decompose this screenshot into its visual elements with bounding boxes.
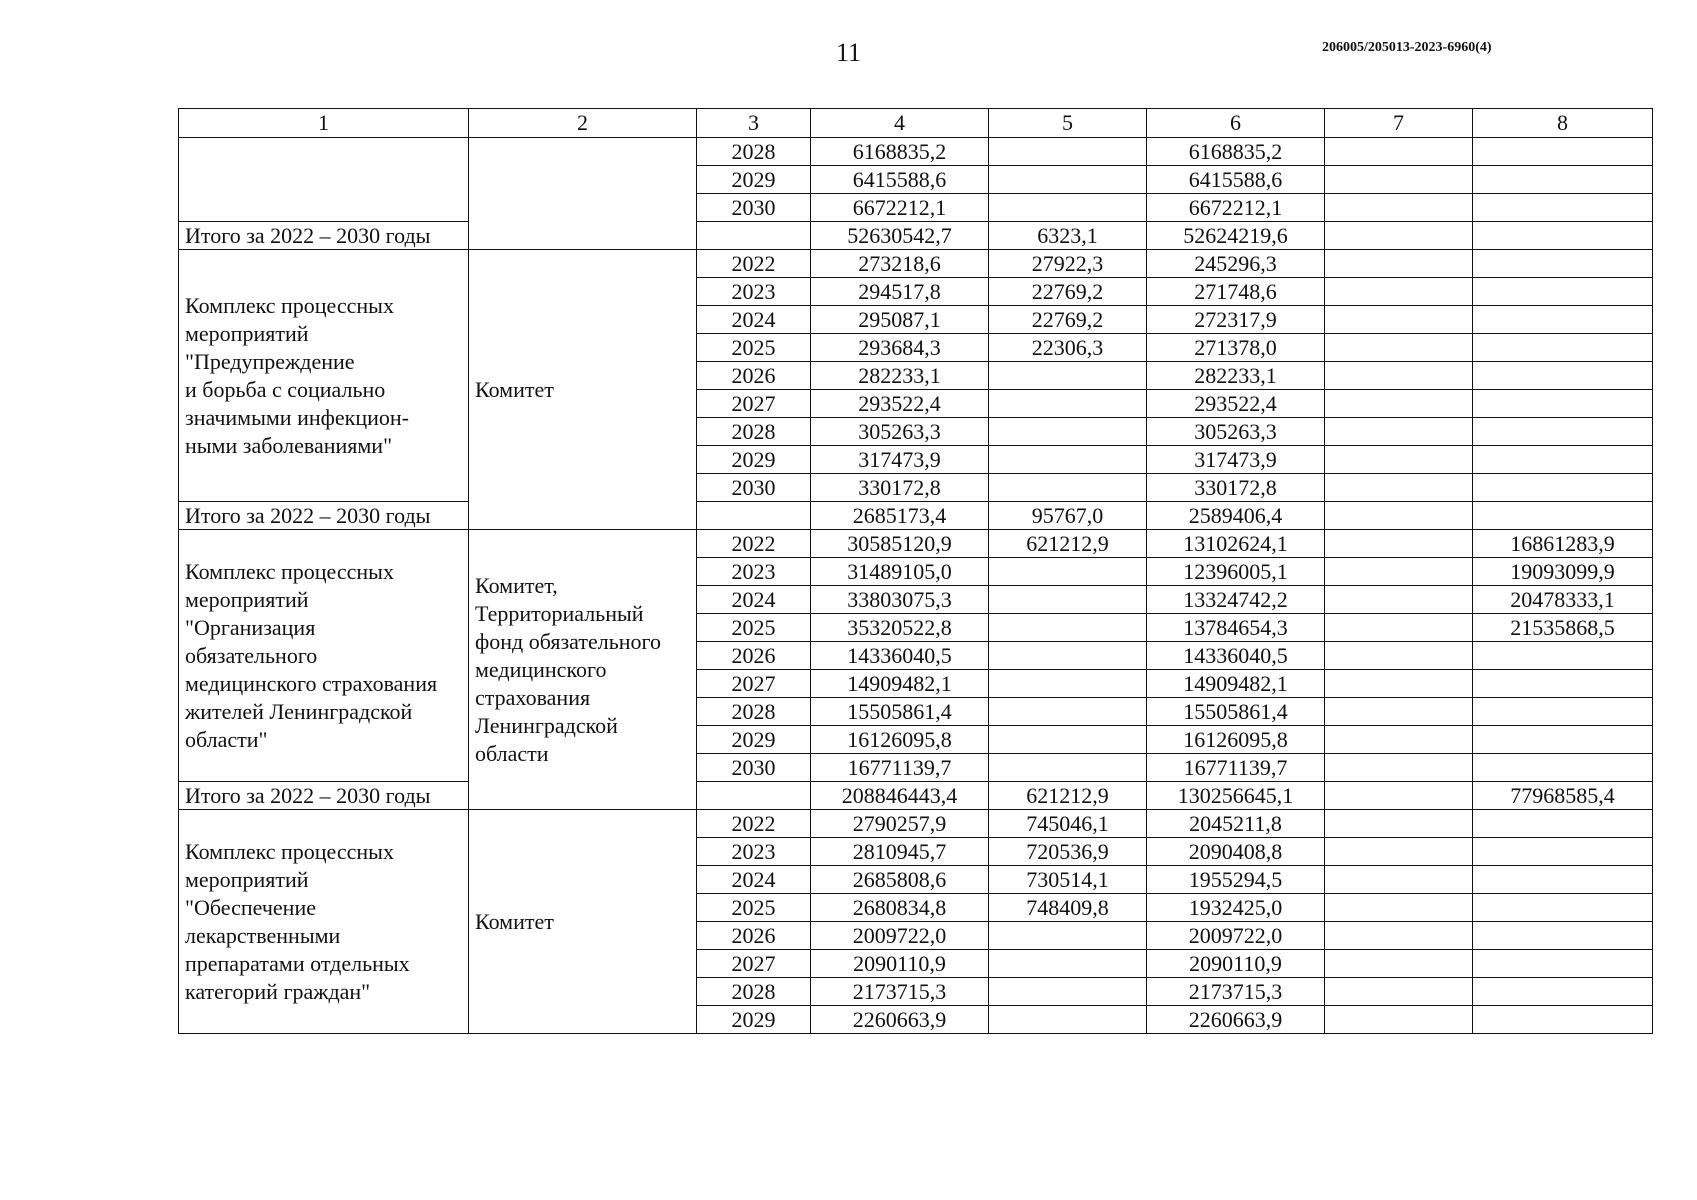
value-cell-c4: 14336040,5 <box>811 642 989 670</box>
year-cell: 2024 <box>697 306 811 334</box>
program-title-cell-line: мероприятий <box>185 320 309 346</box>
value-cell-c7 <box>1325 614 1473 642</box>
value-cell-c8: 16861283,9 <box>1473 530 1653 558</box>
table-row <box>179 250 1653 278</box>
value-cell-c4: 15505861,4 <box>811 698 989 726</box>
value-cell-c8 <box>1473 278 1653 306</box>
year-cell: 2025 <box>697 334 811 362</box>
value-cell-c8 <box>1473 502 1653 530</box>
value-cell-c4: 2260663,9 <box>811 1006 989 1034</box>
value-cell-c7 <box>1325 698 1473 726</box>
value-cell-c7 <box>1325 418 1473 446</box>
value-cell-c6: 2045211,8 <box>1147 810 1325 838</box>
value-cell-c5 <box>989 754 1147 782</box>
value-cell-c4: 282233,1 <box>811 362 989 390</box>
value-cell-c6: 13102624,1 <box>1147 530 1325 558</box>
value-cell-c5 <box>989 390 1147 418</box>
value-cell-c7 <box>1325 782 1473 810</box>
value-cell-c5 <box>989 446 1147 474</box>
value-cell-c8 <box>1473 334 1653 362</box>
value-cell-c8 <box>1473 1006 1653 1034</box>
total-label: Итого за 2022 – 2030 годы <box>179 222 469 250</box>
value-cell-c7 <box>1325 530 1473 558</box>
value-cell-c6: 330172,8 <box>1147 474 1325 502</box>
value-cell-c7 <box>1325 334 1473 362</box>
value-cell-c6: 52624219,6 <box>1147 222 1325 250</box>
total-row <box>179 782 1653 810</box>
year-cell: 2024 <box>697 866 811 894</box>
year-cell: 2029 <box>697 446 811 474</box>
year-cell: 2022 <box>697 530 811 558</box>
value-cell-c6: 271748,6 <box>1147 278 1325 306</box>
value-cell-c5 <box>989 922 1147 950</box>
year-cell-empty <box>697 222 811 250</box>
value-cell-c6: 1955294,5 <box>1147 866 1325 894</box>
value-cell-c8 <box>1473 390 1653 418</box>
year-cell: 2023 <box>697 558 811 586</box>
executor-cell <box>469 530 697 810</box>
executor-cell-line: Комитет <box>475 376 554 402</box>
value-cell-c4: 16126095,8 <box>811 726 989 754</box>
program-title-cell <box>179 530 469 782</box>
continuation-title-cell <box>179 138 469 222</box>
year-cell: 2026 <box>697 362 811 390</box>
value-cell-c4: 6415588,6 <box>811 166 989 194</box>
value-cell-c5 <box>989 950 1147 978</box>
total-row <box>179 222 1653 250</box>
value-cell-c5 <box>989 558 1147 586</box>
value-cell-c7 <box>1325 250 1473 278</box>
value-cell-c8 <box>1473 166 1653 194</box>
value-cell-c8 <box>1473 194 1653 222</box>
value-cell-c4: 295087,1 <box>811 306 989 334</box>
value-cell-c4: 208846443,4 <box>811 782 989 810</box>
value-cell-c5: 730514,1 <box>989 866 1147 894</box>
table-body <box>179 138 1653 1034</box>
value-cell-c7 <box>1325 502 1473 530</box>
value-cell-c4: 330172,8 <box>811 474 989 502</box>
value-cell-c5: 748409,8 <box>989 894 1147 922</box>
executor-cell-line: Ленинградской <box>475 712 618 738</box>
value-cell-c8: 19093099,9 <box>1473 558 1653 586</box>
value-cell-c6: 2090408,8 <box>1147 838 1325 866</box>
executor-cell-line: Территориальный <box>475 600 644 626</box>
value-cell-c5: 95767,0 <box>989 502 1147 530</box>
value-cell-c4: 293684,3 <box>811 334 989 362</box>
value-cell-c4: 2680834,8 <box>811 894 989 922</box>
program-title-cell-line: и борьба с социально <box>185 376 386 402</box>
program-title-cell <box>179 250 469 502</box>
program-title-cell-line: обязательного <box>185 642 318 668</box>
program-title-cell-line: лекарственными <box>185 922 341 948</box>
value-cell-c7 <box>1325 558 1473 586</box>
value-cell-c6: 14336040,5 <box>1147 642 1325 670</box>
value-cell-c8: 21535868,5 <box>1473 614 1653 642</box>
total-label: Итого за 2022 – 2030 годы <box>179 502 469 530</box>
value-cell-c5 <box>989 670 1147 698</box>
value-cell-c4: 2685808,6 <box>811 866 989 894</box>
value-cell-c5 <box>989 1006 1147 1034</box>
value-cell-c5 <box>989 586 1147 614</box>
value-cell-c6: 2090110,9 <box>1147 950 1325 978</box>
value-cell-c6: 272317,9 <box>1147 306 1325 334</box>
value-cell-c4: 294517,8 <box>811 278 989 306</box>
value-cell-c5 <box>989 726 1147 754</box>
header-col-6: 6 <box>1147 109 1325 138</box>
year-cell: 2022 <box>697 250 811 278</box>
total-label: Итого за 2022 – 2030 годы <box>179 782 469 810</box>
value-cell-c7 <box>1325 866 1473 894</box>
value-cell-c4: 6168835,2 <box>811 138 989 166</box>
value-cell-c7 <box>1325 362 1473 390</box>
table-row <box>179 138 1653 166</box>
value-cell-c7 <box>1325 894 1473 922</box>
value-cell-c7 <box>1325 978 1473 1006</box>
value-cell-c6: 16771139,7 <box>1147 754 1325 782</box>
program-title-cell-line: категорий граждан" <box>185 978 371 1004</box>
program-title-cell-line: "Обеспечение <box>185 894 316 920</box>
value-cell-c7 <box>1325 222 1473 250</box>
value-cell-c8: 20478333,1 <box>1473 586 1653 614</box>
year-cell: 2029 <box>697 1006 811 1034</box>
value-cell-c5: 621212,9 <box>989 782 1147 810</box>
value-cell-c5 <box>989 642 1147 670</box>
value-cell-c4: 52630542,7 <box>811 222 989 250</box>
value-cell-c8 <box>1473 866 1653 894</box>
value-cell-c6: 130256645,1 <box>1147 782 1325 810</box>
value-cell-c8 <box>1473 810 1653 838</box>
year-cell: 2023 <box>697 278 811 306</box>
year-cell: 2026 <box>697 642 811 670</box>
value-cell-c4: 2173715,3 <box>811 978 989 1006</box>
page-number: 11 <box>835 38 862 67</box>
value-cell-c5 <box>989 614 1147 642</box>
value-cell-c7 <box>1325 950 1473 978</box>
year-cell: 2025 <box>697 894 811 922</box>
executor-cell <box>469 250 697 530</box>
value-cell-c4: 31489105,0 <box>811 558 989 586</box>
value-cell-c5 <box>989 978 1147 1006</box>
value-cell-c8 <box>1473 222 1653 250</box>
value-cell-c4: 305263,3 <box>811 418 989 446</box>
value-cell-c8 <box>1473 474 1653 502</box>
value-cell-c4: 14909482,1 <box>811 670 989 698</box>
value-cell-c6: 317473,9 <box>1147 446 1325 474</box>
value-cell-c7 <box>1325 838 1473 866</box>
value-cell-c7 <box>1325 922 1473 950</box>
value-cell-c5: 27922,3 <box>989 250 1147 278</box>
program-title-cell-line: Комплекс процессных <box>185 292 394 318</box>
value-cell-c5: 621212,9 <box>989 530 1147 558</box>
executor-cell-line: страхования <box>475 684 591 710</box>
value-cell-c7 <box>1325 474 1473 502</box>
program-title-cell-line: области" <box>185 726 268 752</box>
document-code: 206005/205013-2023-6960(4) <box>1322 40 1492 55</box>
year-cell: 2028 <box>697 978 811 1006</box>
value-cell-c6: 6168835,2 <box>1147 138 1325 166</box>
value-cell-c4: 273218,6 <box>811 250 989 278</box>
value-cell-c5: 745046,1 <box>989 810 1147 838</box>
header-col-8: 8 <box>1473 109 1653 138</box>
value-cell-c4: 30585120,9 <box>811 530 989 558</box>
header-col-1: 1 <box>179 109 469 138</box>
value-cell-c8 <box>1473 978 1653 1006</box>
executor-cell-line: медицинского <box>475 656 607 682</box>
value-cell-c5 <box>989 194 1147 222</box>
value-cell-c5 <box>989 474 1147 502</box>
value-cell-c4: 35320522,8 <box>811 614 989 642</box>
value-cell-c4: 16771139,7 <box>811 754 989 782</box>
executor-cell-line: Комитет, <box>475 572 558 598</box>
value-cell-c5: 22769,2 <box>989 306 1147 334</box>
value-cell-c7 <box>1325 726 1473 754</box>
value-cell-c4: 293522,4 <box>811 390 989 418</box>
value-cell-c4: 2790257,9 <box>811 810 989 838</box>
year-cell: 2027 <box>697 950 811 978</box>
value-cell-c6: 282233,1 <box>1147 362 1325 390</box>
value-cell-c7 <box>1325 1006 1473 1034</box>
executor-cell-line: Комитет <box>475 908 554 934</box>
header-row <box>179 109 1653 138</box>
year-cell: 2030 <box>697 474 811 502</box>
program-title-cell-line: Комплекс процессных <box>185 838 394 864</box>
value-cell-c6: 2589406,4 <box>1147 502 1325 530</box>
value-cell-c5: 22769,2 <box>989 278 1147 306</box>
executor-cell <box>469 810 697 1034</box>
value-cell-c8 <box>1473 446 1653 474</box>
year-cell-empty <box>697 782 811 810</box>
program-title-cell-line: значимыми инфекцион- <box>185 404 409 430</box>
program-title-cell-line: Комплекс процессных <box>185 558 394 584</box>
program-title-cell-line: жителей Ленинградской <box>185 698 413 724</box>
value-cell-c6: 6672212,1 <box>1147 194 1325 222</box>
value-cell-c8 <box>1473 642 1653 670</box>
program-title-cell-line: мероприятий <box>185 866 309 892</box>
value-cell-c6: 13324742,2 <box>1147 586 1325 614</box>
value-cell-c7 <box>1325 306 1473 334</box>
value-cell-c7 <box>1325 586 1473 614</box>
value-cell-c8 <box>1473 894 1653 922</box>
value-cell-c5 <box>989 138 1147 166</box>
value-cell-c5: 22306,3 <box>989 334 1147 362</box>
value-cell-c8 <box>1473 138 1653 166</box>
value-cell-c4: 2090110,9 <box>811 950 989 978</box>
value-cell-c6: 13784654,3 <box>1147 614 1325 642</box>
year-cell: 2029 <box>697 726 811 754</box>
value-cell-c8 <box>1473 250 1653 278</box>
value-cell-c8 <box>1473 418 1653 446</box>
value-cell-c7 <box>1325 390 1473 418</box>
value-cell-c6: 2260663,9 <box>1147 1006 1325 1034</box>
value-cell-c7 <box>1325 754 1473 782</box>
value-cell-c8: 77968585,4 <box>1473 782 1653 810</box>
year-cell: 2024 <box>697 586 811 614</box>
value-cell-c6: 16126095,8 <box>1147 726 1325 754</box>
year-cell: 2022 <box>697 810 811 838</box>
total-row <box>179 502 1653 530</box>
header-col-7: 7 <box>1325 109 1473 138</box>
header-col-4: 4 <box>811 109 989 138</box>
value-cell-c7 <box>1325 642 1473 670</box>
value-cell-c6: 15505861,4 <box>1147 698 1325 726</box>
value-cell-c7 <box>1325 810 1473 838</box>
value-cell-c8 <box>1473 754 1653 782</box>
value-cell-c8 <box>1473 698 1653 726</box>
program-title-cell-line: "Предупреждение <box>185 348 355 374</box>
year-cell: 2028 <box>697 698 811 726</box>
year-cell: 2028 <box>697 418 811 446</box>
header-col-3: 3 <box>697 109 811 138</box>
value-cell-c5 <box>989 418 1147 446</box>
value-cell-c8 <box>1473 726 1653 754</box>
value-cell-c6: 245296,3 <box>1147 250 1325 278</box>
value-cell-c5 <box>989 698 1147 726</box>
program-title-cell-line: медицинского страхования <box>185 670 438 696</box>
year-cell: 2028 <box>697 138 811 166</box>
value-cell-c5: 6323,1 <box>989 222 1147 250</box>
executor-cell-line: фонд обязательного <box>475 628 662 654</box>
program-title-cell-line: препаратами отдельных <box>185 950 410 976</box>
value-cell-c7 <box>1325 278 1473 306</box>
financing-table <box>178 108 1653 1034</box>
value-cell-c5 <box>989 362 1147 390</box>
value-cell-c6: 6415588,6 <box>1147 166 1325 194</box>
year-cell: 2029 <box>697 166 811 194</box>
value-cell-c7 <box>1325 138 1473 166</box>
value-cell-c8 <box>1473 362 1653 390</box>
value-cell-c6: 1932425,0 <box>1147 894 1325 922</box>
value-cell-c6: 14909482,1 <box>1147 670 1325 698</box>
value-cell-c4: 2009722,0 <box>811 922 989 950</box>
header-col-2: 2 <box>469 109 697 138</box>
value-cell-c6: 12396005,1 <box>1147 558 1325 586</box>
value-cell-c5: 720536,9 <box>989 838 1147 866</box>
value-cell-c4: 317473,9 <box>811 446 989 474</box>
value-cell-c6: 2173715,3 <box>1147 978 1325 1006</box>
value-cell-c7 <box>1325 166 1473 194</box>
value-cell-c6: 2009722,0 <box>1147 922 1325 950</box>
value-cell-c8 <box>1473 950 1653 978</box>
year-cell: 2030 <box>697 754 811 782</box>
value-cell-c6: 293522,4 <box>1147 390 1325 418</box>
value-cell-c4: 2810945,7 <box>811 838 989 866</box>
table-row <box>179 530 1653 558</box>
value-cell-c4: 6672212,1 <box>811 194 989 222</box>
value-cell-c4: 33803075,3 <box>811 586 989 614</box>
value-cell-c8 <box>1473 670 1653 698</box>
program-title-cell-line: мероприятий <box>185 586 309 612</box>
value-cell-c8 <box>1473 838 1653 866</box>
value-cell-c7 <box>1325 670 1473 698</box>
executor-cell-line: области <box>475 740 549 766</box>
year-cell: 2030 <box>697 194 811 222</box>
value-cell-c7 <box>1325 194 1473 222</box>
year-cell: 2025 <box>697 614 811 642</box>
value-cell-c8 <box>1473 306 1653 334</box>
value-cell-c7 <box>1325 446 1473 474</box>
value-cell-c4: 2685173,4 <box>811 502 989 530</box>
year-cell: 2026 <box>697 922 811 950</box>
value-cell-c6: 305263,3 <box>1147 418 1325 446</box>
program-title-cell-line: ными заболеваниями" <box>185 432 393 458</box>
continuation-executor-cell <box>469 138 697 250</box>
value-cell-c5 <box>989 166 1147 194</box>
value-cell-c8 <box>1473 922 1653 950</box>
year-cell: 2027 <box>697 670 811 698</box>
program-title-cell-line: "Организация <box>185 614 316 640</box>
year-cell: 2027 <box>697 390 811 418</box>
year-cell-empty <box>697 502 811 530</box>
value-cell-c6: 271378,0 <box>1147 334 1325 362</box>
table-row <box>179 810 1653 838</box>
header-col-5: 5 <box>989 109 1147 138</box>
year-cell: 2023 <box>697 838 811 866</box>
program-title-cell <box>179 810 469 1034</box>
